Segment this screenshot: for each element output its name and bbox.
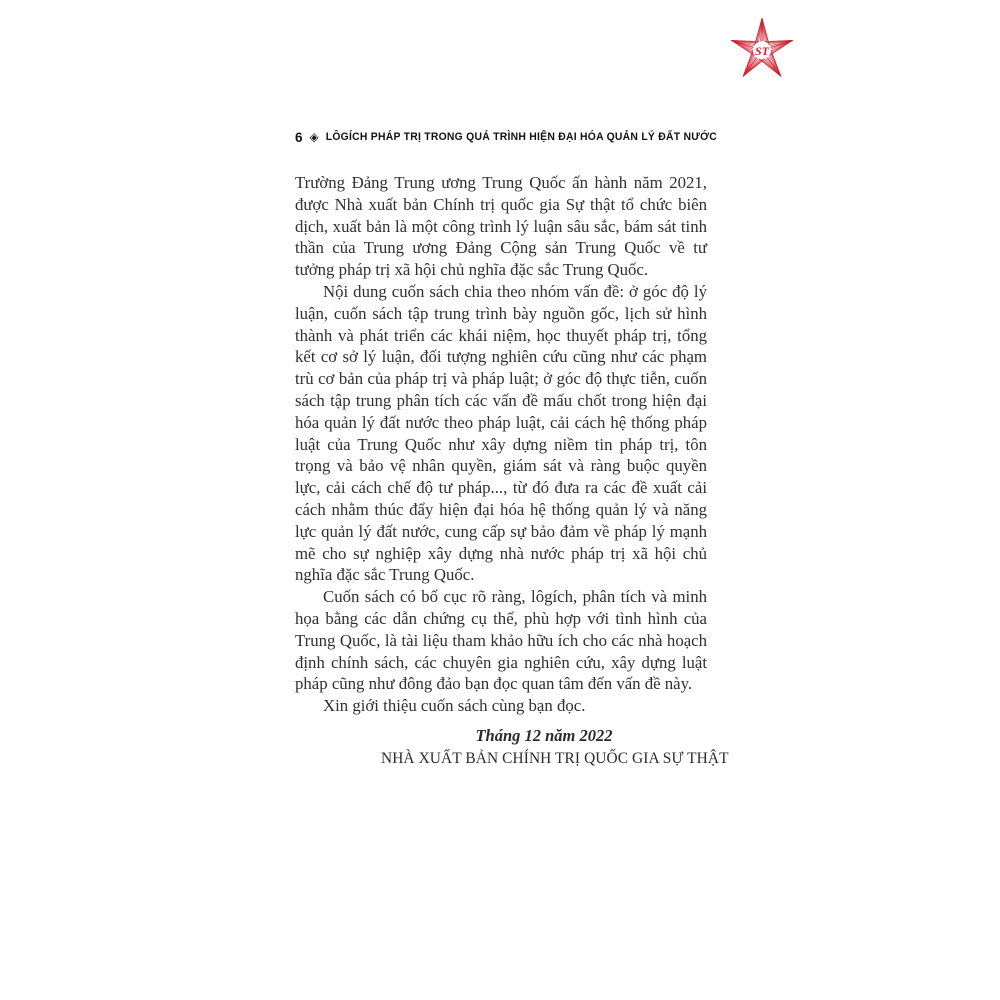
paragraph: Cuốn sách có bố cục rõ ràng, lôgích, phân tích và minh họa bằng các dẫn chứng cụ thể, phù hợp với tình hình của Trung Quốc, là tài liệu tham khảo hữu ích cho các nhà hoạch định chính sách, các chuyên gia nghiên cứu, xây dựng luật pháp cũng như đông đảo bạn đọc quan tâm đến vấn đề này. <box>295 587 707 694</box>
diamond-ornament-icon: ◈ <box>309 130 319 144</box>
logo-monogram: ST <box>755 43 769 58</box>
page-number: 6 <box>295 130 303 145</box>
signature-block <box>295 724 729 770</box>
paragraph: Nội dung cuốn sách chia theo nhóm vấn đề: ở góc độ lý luận, cuốn sách tập trung trình bày nguồn gốc, lịch sử hình thành và phát triển các khái niệm, học thuyết pháp trị, tổng kết cơ sở lý luận, đối tượng nghiên cứu cũng như các phạm trù cơ bản của pháp trị và pháp luật; ở góc độ thực tiễn, cuốn sách tập trung phân tích các vấn đề mấu chốt trong hiện đại hóa quản lý đất nước theo pháp luật, cải cách hệ thống pháp luật của Trung Quốc như xây dựng niềm tin pháp trị, tôn trọng và bảo vệ nhân quyền, giám sát và ràng buộc quyền lực, cải cách chế độ tư pháp..., từ đó đưa ra các đề xuất cải cách nhằm thúc đẩy hiện đại hóa hệ thống quản lý và năng lực quản lý đất nước, cung cấp sự bảo đảm về pháp lý mạnh mẽ cho sự nghiệp xây dựng nhà nước pháp trị xã hội chủ nghĩa đặc sắc Trung Quốc. <box>295 281 707 585</box>
running-header <box>295 130 717 145</box>
signature-publisher: NHÀ XUẤT BẢN CHÍNH TRỊ QUỐC GIA SỰ THẬT <box>381 749 729 767</box>
running-title: LÔGÍCH PHÁP TRỊ TRONG QUÁ TRÌNH HIỆN ĐẠI HÓA QUẢN LÝ ĐẤT NƯỚC <box>325 131 717 144</box>
page-content <box>295 130 729 770</box>
star-burst-icon <box>726 16 798 86</box>
signature-date: Tháng 12 năm 2022 <box>475 725 613 745</box>
paragraph: Xin giới thiệu cuốn sách cùng bạn đọc. <box>323 696 586 716</box>
publisher-star-logo <box>726 16 798 86</box>
body-text <box>295 172 707 717</box>
paragraph: Trường Đảng Trung ương Trung Quốc ấn hành năm 2021, được Nhà xuất bản Chính trị quốc gia Sự thật tổ chức biên dịch, xuất bản là một công trình lý luận sâu sắc, bám sát tinh thần của Trung ương Đảng Cộng sản Trung Quốc về tư tưởng pháp trị xã hội chủ nghĩa đặc sắc Trung Quốc. <box>295 173 707 280</box>
